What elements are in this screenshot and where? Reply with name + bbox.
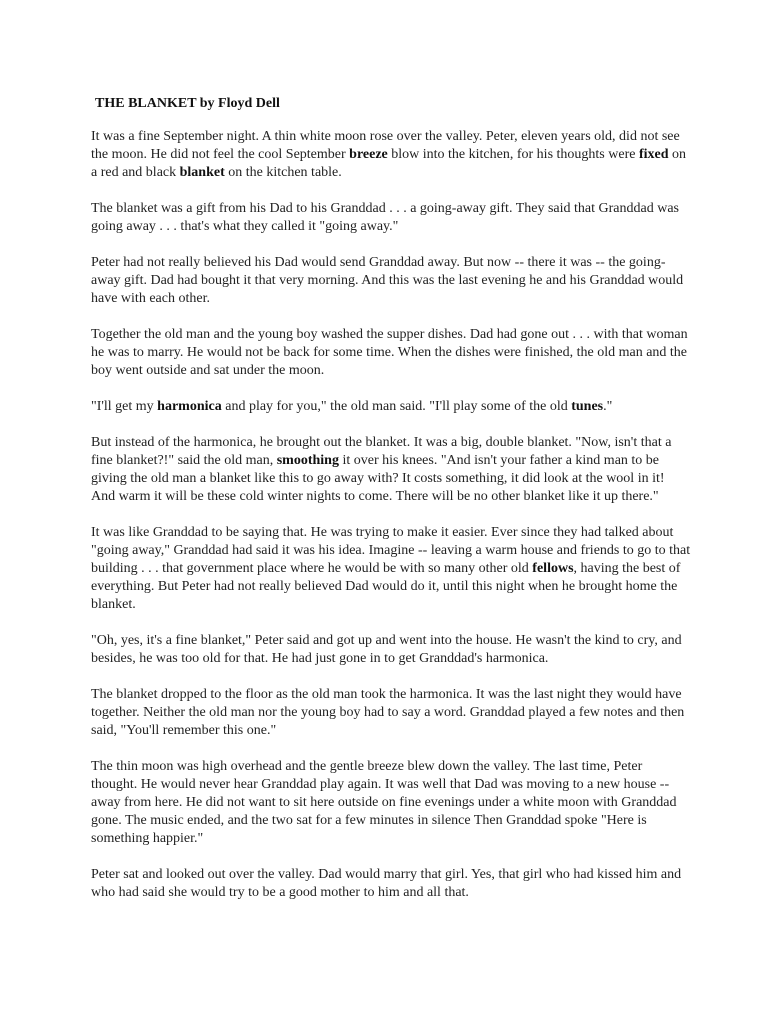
- paragraph: [91, 434, 691, 506]
- text-run: , having the best of everything. But Peter had not really believed Dad would do it, until this night when he brought home the blanket.: [91, 561, 681, 612]
- document-body: [91, 128, 708, 902]
- text-run: The blanket was a gift from his Dad to his Granddad . . . a going-away gift. They said that Granddad was going away . . . that's what they called it "going away.": [91, 201, 679, 234]
- paragraph: [91, 254, 691, 308]
- bold-word: fixed: [638, 147, 669, 162]
- text-run: "I'll get my: [91, 399, 158, 414]
- text-run: It was like Granddad to be saying that. He was trying to make it easier. Ever since they had talked about "going away," Granddad had said it was his idea. Imagine -- leaving a warm house and friends to go to that building . . . that government place where he would be with so many other old: [91, 525, 691, 576]
- paragraph: [91, 758, 691, 848]
- text-run: "Oh, yes, it's a fine blanket," Peter said and got up and went into the house. He wasn't the kind to cry, and besides, he was too old for that. He had just gone in to get Granddad's harmonica.: [91, 633, 682, 666]
- text-run: on the kitchen table.: [224, 165, 342, 180]
- bold-word: smoothing: [276, 453, 339, 468]
- text-run: Peter sat and looked out over the valley. Dad would marry that girl. Yes, that girl who had kissed him and who had said she would try to be a good mother to him and all that.: [91, 867, 682, 900]
- text-run: on a red and black: [91, 147, 687, 180]
- paragraph: [91, 128, 691, 182]
- text-run: Peter had not really believed his Dad would send Granddad away. But now -- there it was -- the going-away gift. Dad had bought it that very morning. And this was the last evening he and his Granddad would have with each other.: [91, 255, 684, 306]
- text-run: The blanket dropped to the floor as the old man took the harmonica. It was the last night they would have together. Neither the old man nor the young boy had to say a word. Granddad played a few notes and then said, "You'll remember this one.": [91, 687, 685, 738]
- bold-word: breeze: [349, 147, 388, 162]
- bold-word: tunes: [571, 399, 604, 414]
- text-run: The thin moon was high overhead and the gentle breeze blew down the valley. The last time, Peter thought. He would never hear Granddad play again. It was well that Dad was moving to a new house -- away from here. He did not want to sit here outside on fine evenings under a white moon with Granddad gone. The music ended, and the two sat for a few minutes in silence Then Granddad spoke "Here is something happier.": [91, 759, 677, 846]
- text-run: .": [603, 399, 613, 414]
- text-run: Together the old man and the young boy washed the supper dishes. Dad had gone out . . . with that woman he was to marry. He would not be back for some time. When the dishes were finished, the old man and the boy went outside and sat under the moon.: [91, 327, 688, 378]
- paragraph: [91, 326, 691, 380]
- paragraph: [91, 632, 691, 668]
- bold-word: harmonica: [157, 399, 222, 414]
- text-run: blow into the kitchen, for his thoughts were: [387, 147, 639, 162]
- paragraph: [91, 524, 691, 614]
- text-run: It was a fine September night. A thin white moon rose over the valley. Peter, eleven years old, did not see the moon. He did not feel the cool September: [91, 129, 680, 162]
- paragraph: [91, 686, 691, 740]
- paragraph: [91, 398, 691, 416]
- bold-word: fellows: [532, 561, 574, 576]
- bold-word: blanket: [179, 165, 225, 180]
- paragraph: [91, 200, 691, 236]
- text-run: it over his knees. "And isn't your father a kind man to be giving the old man a blanket like this to go away with? It costs something, it did look at the wool in it! And warm it will be these cold winter nights to come. There will be no other blanket like it up there.": [91, 453, 665, 504]
- text-run: But instead of the harmonica, he brought out the blanket. It was a big, double blanket. "Now, isn't that a fine blanket?!" said the old man,: [91, 435, 672, 468]
- text-run: and play for you," the old man said. "I'll play some of the old: [221, 399, 572, 414]
- paragraph: [91, 866, 691, 902]
- document-title: THE BLANKET by Floyd Dell: [95, 96, 280, 111]
